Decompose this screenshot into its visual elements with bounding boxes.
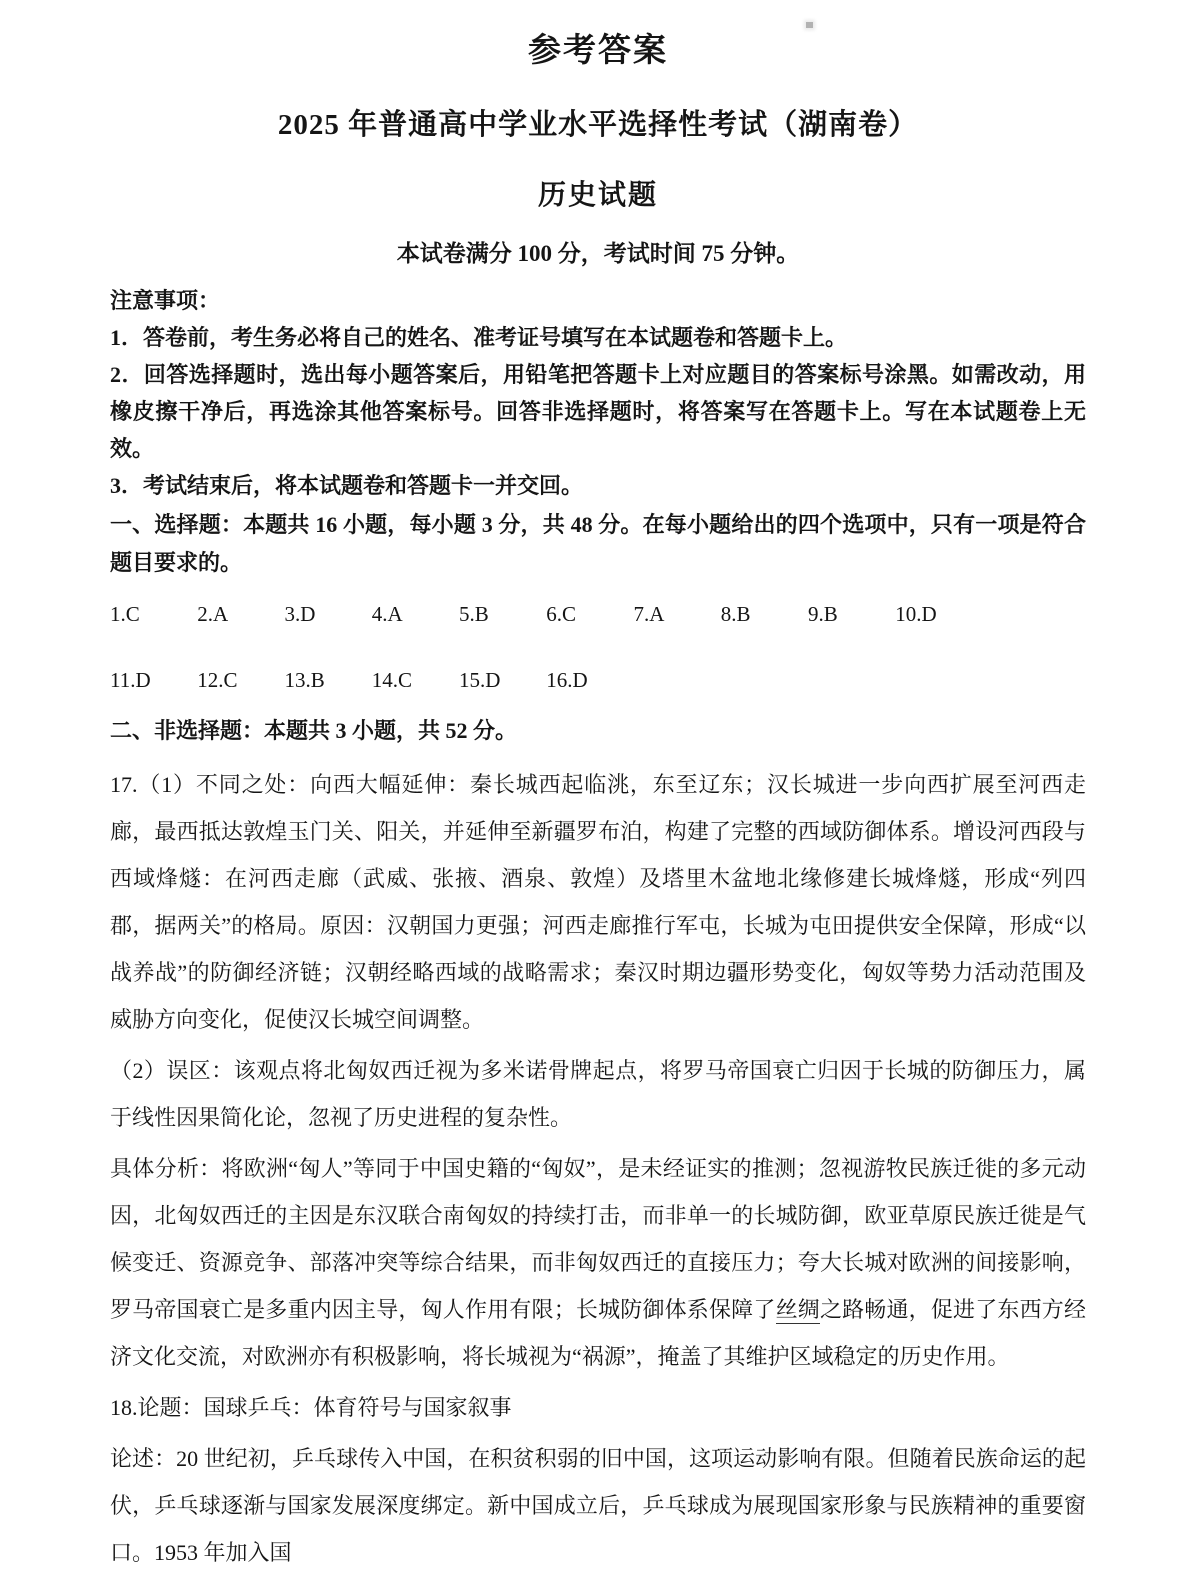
answer-2: 2.A — [197, 602, 229, 626]
document-title: 参考答案 — [528, 33, 668, 69]
question-17-analysis — [110, 1145, 1086, 1380]
analysis-text-after: 之路畅通，促进了东西方经济文化交流，对欧洲亦有积极影响，将长城视为“祸源”，掩盖了其维护区域稳定的历史作用。 — [110, 1297, 1086, 1369]
analysis-text-before: 具体分析：将欧洲“匈人”等同于中国史籍的“匈奴”，是未经证实的推测；忽视游牧民族迁徙的多元动因，北匈奴西迁的主因是东汉联合南匈奴的持续打击，而非单一的长城防御，欧亚草原民族迁徙是气候变迁、资源竞争、部落冲突等综合结果，而非匈奴西迁的直接压力；夸大长城对欧洲的间接影响，罗马帝国衰亡是多重内因主导，匈人作用有限；长城防御体系保障了 — [110, 1156, 1086, 1322]
answer-15: 15.D — [459, 668, 501, 692]
answer-3: 3.D — [284, 602, 316, 626]
answer-10: 10.D — [895, 602, 937, 626]
answer-11: 11.D — [110, 668, 151, 692]
choice-answers-row-1 — [110, 602, 1086, 627]
analysis-underlined-term: 丝绸 — [775, 1297, 820, 1322]
choice-section-heading: 一、选择题：本题共 16 小题，每小题 3 分，共 48 分。在每小题给出的四个选项中，只有一项是符合题目要求的。 — [110, 512, 1086, 575]
answer-5: 5.B — [459, 602, 489, 626]
exam-title: 2025 年普通高中学业水平选择性考试（湖南卷） — [277, 109, 919, 141]
notice-item-1: 1．答卷前，考生务必将自己的姓名、准考证号填写在本试题卷和答题卡上。 — [110, 325, 848, 350]
exam-info-line: 本试卷满分 100 分，考试时间 75 分钟。 — [396, 241, 800, 266]
question-18-topic: 18.论题：国球乒乓：体育符号与国家叙事 — [110, 1395, 512, 1420]
subject-title: 历史试题 — [537, 180, 658, 211]
essay-section-heading: 二、非选择题：本题共 3 小题，共 52 分。 — [110, 718, 518, 743]
answer-16: 16.D — [546, 668, 588, 692]
question-17-part-2: （2）误区：该观点将北匈奴西迁视为多米诺骨牌起点，将罗马帝国衰亡归因于长城的防御压力，属于线性因果简化论，忽视了历史进程的复杂性。 — [110, 1058, 1086, 1130]
choice-answers-row-2 — [110, 668, 1086, 693]
answer-7: 7.A — [633, 602, 665, 626]
answer-6: 6.C — [546, 602, 577, 626]
answer-8: 8.B — [720, 602, 751, 626]
answer-4: 4.A — [371, 602, 403, 626]
notice-item-3: 3．考试结束后，将本试题卷和答题卡一并交回。 — [110, 473, 584, 498]
question-17-part-1: 17.（1）不同之处：向西大幅延伸：秦长城西起临洮，东至辽东；汉长城进一步向西扩展至河西走廊，最西抵达敦煌玉门关、阳关，并延伸至新疆罗布泊，构建了完整的西域防御体系。增设河西段与西域烽燧：在河西走廊（武威、张掖、酒泉、敦煌）及塔里木盆地北缘修建长城烽燧，形成“列四郡，据两关”的格局。原因：汉朝国力更强；河西走廊推行军屯，长城为屯田提供安全保障，形成“以战养战”的防御经济链；汉朝经略西域的战略需求；秦汉时期边疆形势变化，匈奴等势力活动范围及威胁方向变化，促使汉长城空间调整。 — [110, 772, 1086, 1032]
answer-12: 12.C — [197, 668, 238, 692]
answer-13: 13.B — [284, 668, 325, 692]
scan-smudge-mark — [806, 22, 813, 28]
answer-14: 14.C — [371, 668, 413, 692]
answer-1: 1.C — [110, 602, 140, 626]
notice-item-2: 2．回答选择题时，选出每小题答案后，用铅笔把答题卡上对应题目的答案标号涂黑。如需改动，用橡皮擦干净后，再选涂其他答案标号。回答非选择题时，将答案写在答题卡上。写在本试题卷上无效。 — [110, 362, 1086, 461]
question-18-essay: 论述：20 世纪初，乒乓球传入中国，在积贫积弱的旧中国，这项运动影响有限。但随着民族命运的起伏，乒乓球逐渐与国家发展深度绑定。新中国成立后，乒乓球成为展现国家形象与民族精神的重要窗口。1953 年加入国 — [110, 1446, 1086, 1565]
notice-heading: 注意事项： — [110, 288, 221, 313]
answer-9: 9.B — [808, 602, 838, 626]
